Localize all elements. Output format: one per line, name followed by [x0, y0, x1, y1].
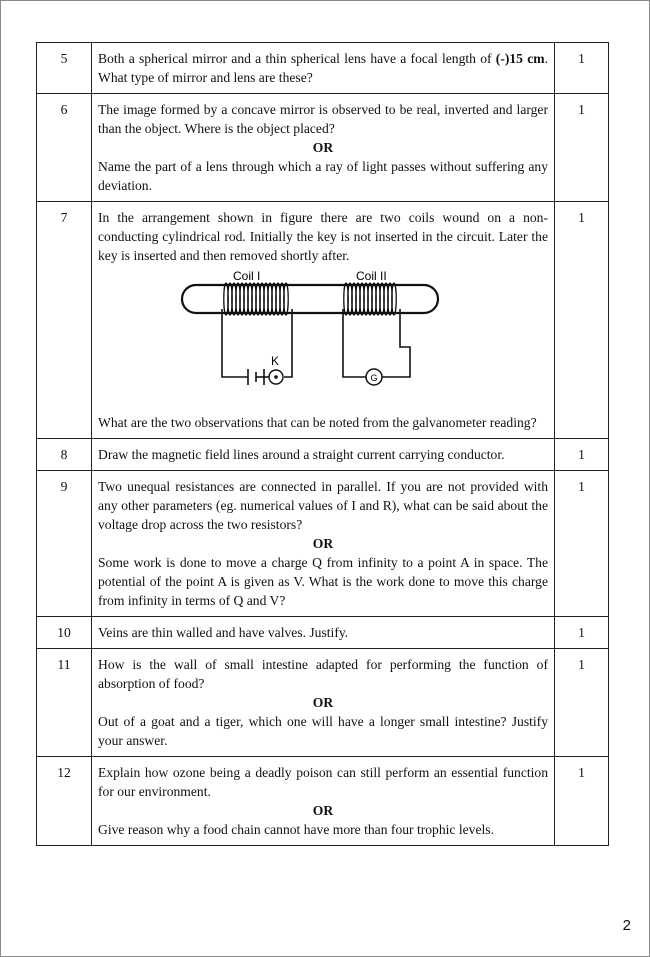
- question-number: 9: [37, 471, 92, 617]
- question-text-cell: [92, 94, 555, 202]
- question-table-body: [37, 43, 609, 846]
- text-segment: . What type of mirror and lens are these?: [98, 51, 548, 85]
- question-text-cell: [92, 471, 555, 617]
- question-number: 10: [37, 617, 92, 649]
- question-marks: 1: [555, 649, 609, 757]
- galvanometer-label: G: [370, 373, 378, 383]
- bold-value: (-)15 cm: [495, 51, 545, 66]
- coil-1-label: Coil I: [233, 269, 261, 283]
- question-text: [98, 49, 548, 87]
- question-number: 12: [37, 757, 92, 846]
- question-marks: 1: [555, 617, 609, 649]
- question-text: Explain how ozone being a deadly poison can still perform an essential function for our environment.: [98, 765, 548, 799]
- question-text-cell: [92, 439, 555, 471]
- text-segment: Both a spherical mirror and a thin spherical lens have a focal length of: [98, 51, 496, 66]
- question-row: [37, 439, 609, 471]
- question-number: 11: [37, 649, 92, 757]
- question-text-cell: [92, 757, 555, 846]
- question-text-cell: [92, 202, 555, 439]
- question-text-cell: [92, 649, 555, 757]
- question-table: [36, 42, 609, 846]
- question-text: In the arrangement shown in figure there are two coils wound on a non-conducting cylindrical rod. Initially the key is not inserted in the circuit. Later the key is inserted and then removed shortly after.: [98, 210, 548, 263]
- question-row: [37, 649, 609, 757]
- page-number: 2: [622, 917, 631, 934]
- key-label: K: [271, 354, 280, 368]
- question-marks: 1: [555, 94, 609, 202]
- galvanometer-symbol: [366, 369, 382, 385]
- question-text: How is the wall of small intestine adapted for performing the function of absorption of food?: [98, 657, 548, 691]
- question-number: 5: [37, 43, 92, 94]
- question-marks: 1: [555, 471, 609, 617]
- question-number: 7: [37, 202, 92, 439]
- question-row: [37, 202, 609, 439]
- question-text: Name the part of a lens through which a ray of light passes without suffering any deviation.: [98, 159, 548, 193]
- question-row: [37, 471, 609, 617]
- or-separator: OR: [312, 803, 334, 818]
- or-separator: OR: [312, 536, 334, 551]
- coils-circuit-figure: [178, 269, 468, 397]
- circuit-1-wires: [222, 309, 292, 377]
- question-text: Some work is done to move a charge Q from infinity to a point A in space. The potential of the point A is given as V. What is the work done to move this charge from infinity in terms of Q and V?: [98, 555, 548, 608]
- question-row: [37, 757, 609, 846]
- question-text: Two unequal resistances are connected in parallel. If you are not provided with any other parameters (eg. numerical values of I and R), what can be said about the voltage drop across the two resistors?: [98, 479, 548, 532]
- question-text: What are the two observations that can be noted from the galvanometer reading?: [98, 415, 537, 430]
- question-text: Out of a goat and a tiger, which one will have a longer small intestine? Justify your answer.: [98, 714, 548, 748]
- question-marks: 1: [555, 439, 609, 471]
- question-number: 8: [37, 439, 92, 471]
- question-text: The image formed by a concave mirror is observed to be real, inverted and larger than the object. Where is the object placed?: [98, 102, 548, 136]
- or-separator: OR: [312, 140, 334, 155]
- or-separator: OR: [312, 695, 334, 710]
- question-text-cell: [92, 617, 555, 649]
- question-row: [37, 43, 609, 94]
- cylindrical-rod: [182, 285, 438, 313]
- question-text-cell: [92, 43, 555, 94]
- circuit-2-wires: [343, 309, 410, 377]
- question-marks: 1: [555, 43, 609, 94]
- question-text: Draw the magnetic field lines around a straight current carrying conductor.: [98, 447, 505, 462]
- question-text: Give reason why a food chain cannot have more than four trophic levels.: [98, 822, 494, 837]
- key-symbol: [264, 354, 283, 384]
- question-row: [37, 617, 609, 649]
- question-marks: 1: [555, 202, 609, 439]
- question-number: 6: [37, 94, 92, 202]
- question-marks: 1: [555, 757, 609, 846]
- question-row: [37, 94, 609, 202]
- question-text: Veins are thin walled and have valves. Justify.: [98, 625, 349, 640]
- coil-2-label: Coil II: [356, 269, 387, 283]
